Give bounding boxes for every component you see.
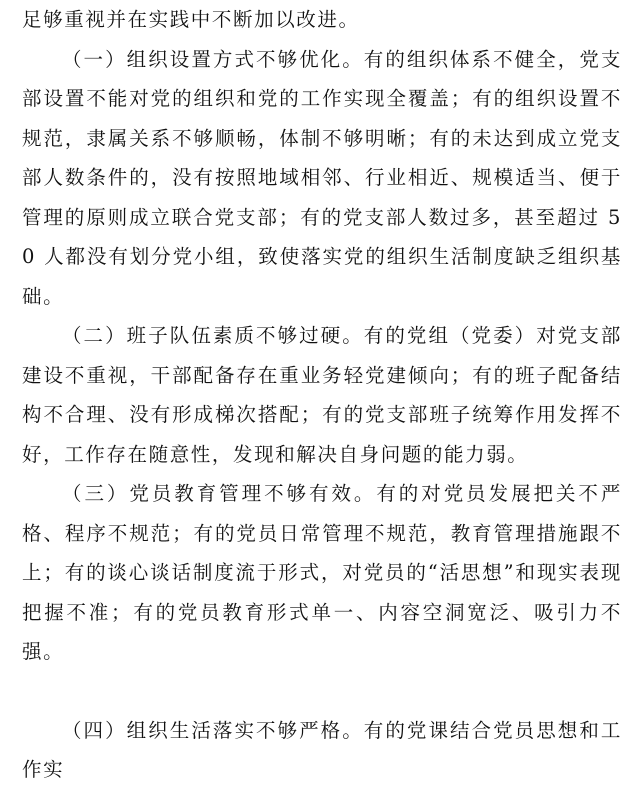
paragraph-intro-tail: 足够重视并在实践中不断加以改进。 xyxy=(22,8,360,31)
paragraph-section-2: （二）班子队伍素质不够过硬。有的党组（党委）对党支部建设不重视，干部配备存在重业务轻党建倾向；有的班子配备结构不合理、没有形成梯次搭配；有的党支部班子统筹作用发挥不好，工作存在随意性，发现和解决自身问题的能力弱。 xyxy=(22,324,622,466)
paragraph-gap xyxy=(22,672,622,711)
paragraph-section-1: （一）组织设置方式不够优化。有的组织体系不健全，党支部设置不能对党的组织和党的工作实现全覆盖；有的组织设置不规范，隶属关系不够顺畅，体制不够明晰；有的未达到成立党支部人数条件的，没有按照地域相邻、行业相近、规模适当、便于管理的原则成立联合党支部；有的党支部人数过多，甚至超过 50 人都没有划分党小组，致使落实党的组织生活制度缺乏组织基础。 xyxy=(22,47,622,308)
document-body xyxy=(22,0,622,790)
paragraph-section-4-partial: （四）组织生活落实不够严格。有的党课结合党员思想和工作实 xyxy=(22,718,622,781)
paragraph-section-3: （三）党员教育管理不够有效。有的对党员发展把关不严格、程序不规范；有的党员日常管理不规范，教育管理措施跟不上；有的谈心谈话制度流于形式，对党员的“活思想”和现实表现把握不准；有的党员教育形式单一、内容空洞宽泛、吸引力不强。 xyxy=(22,482,622,663)
